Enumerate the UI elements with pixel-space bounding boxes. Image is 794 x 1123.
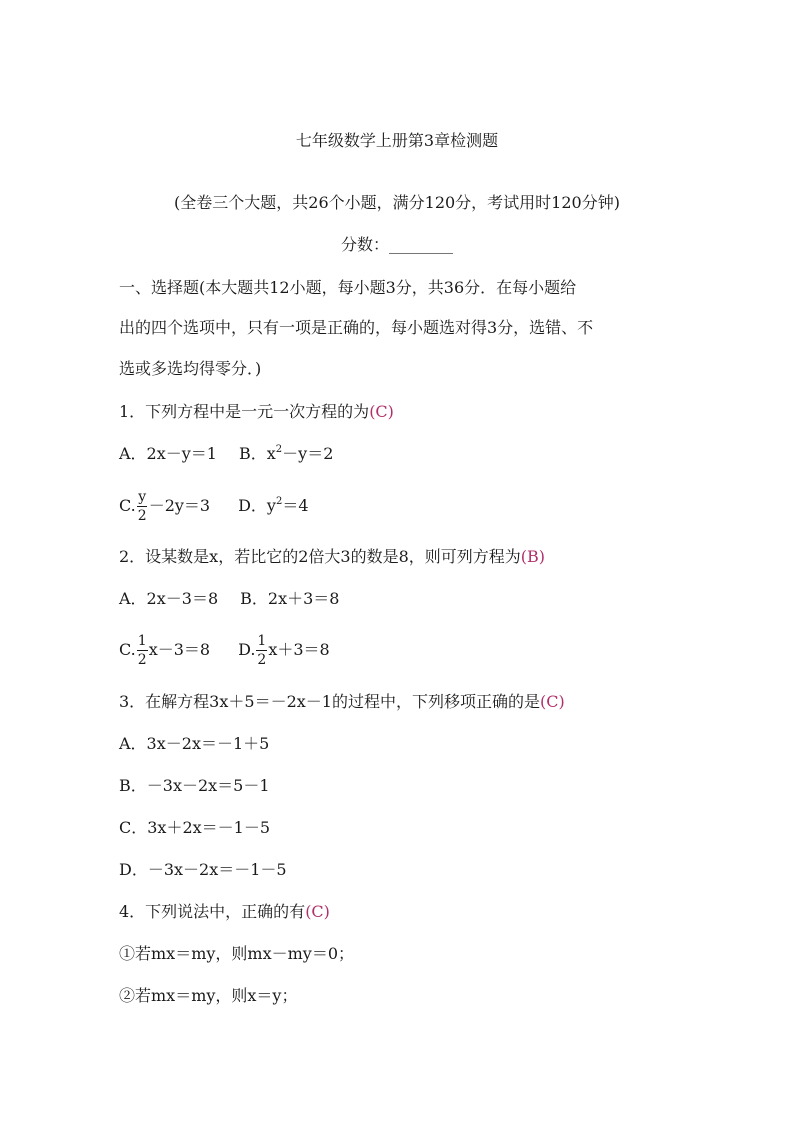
question-4-stem: [119, 902, 330, 922]
question-3-option-b: B．－3x－2x＝5－1: [119, 776, 270, 795]
question-1-text: 1．下列方程中是一元一次方程的为: [119, 402, 370, 421]
option-b: B．2x＋3＝8: [240, 589, 340, 608]
option-c: C. $\frac{1}{2}$ x－3＝8: [119, 633, 211, 668]
section1-intro-line2: 出的四个选项中，只有一项是正确的，每小题选对得3分，选错、不: [119, 318, 594, 337]
question-2-stem: [119, 547, 545, 567]
question-3-option-c: C．3x＋2x＝－1－5: [119, 818, 271, 837]
question-2-options-cd: [119, 632, 330, 669]
question-1-options-ab: [119, 444, 333, 464]
fraction: $\frac{1}{2}$: [257, 633, 267, 668]
question-4-statement-2: ②若mx＝my，则x＝y；: [119, 986, 298, 1005]
fraction: $\frac{1}{2}$: [137, 633, 147, 668]
question-1-answer: (C): [369, 402, 394, 421]
question-3-text: 3．在解方程3x＋5＝－2x－1的过程中，下列移项正确的是: [119, 692, 540, 711]
exam-info: (全卷三个大题，共26个小题，满分120分，考试用时120分钟): [174, 193, 620, 212]
question-2-options-ab: [119, 589, 339, 609]
question-2-answer: (B): [520, 547, 545, 566]
option-a: A．2x－3＝8: [119, 589, 219, 608]
question-4-answer: (C): [305, 902, 330, 921]
section1-intro-line1: 一、选择题(本大题共12小题，每小题3分，共36分．在每小题给: [119, 278, 577, 297]
question-3-answer: (C): [539, 692, 565, 711]
question-2-text: 2．设某数是x，若比它的2倍大3的数是8，则可列方程为: [119, 547, 521, 566]
question-1-stem: [119, 402, 394, 422]
question-4-text: 4．下列说法中，正确的有: [119, 902, 306, 921]
fraction: $\frac{y}{2}$: [137, 489, 147, 524]
option-b: B．$x^2-y=2$: [238, 444, 334, 463]
question-3-option-d: D．－3x－2x＝－1－5: [119, 860, 287, 879]
question-1-options-cd: [119, 488, 309, 525]
option-d: D．$y^2=4$: [238, 496, 309, 515]
option-c: C. $\frac{y}{2}$ －2y＝3: [119, 489, 211, 524]
question-4-statement-1: ①若mx＝my，则mx－my＝0；: [119, 944, 354, 963]
score-field: 分数：________: [340, 235, 453, 254]
option-d: D. $\frac{1}{2}$ x＋3＝8: [238, 633, 330, 668]
document-title: 七年级数学上册第3章检测题: [295, 131, 499, 150]
option-a: A．2x－y＝1: [119, 444, 217, 463]
section1-intro-line3: 选或多选均得零分．): [119, 359, 262, 378]
question-3-option-a: A．3x－2x＝－1＋5: [119, 734, 270, 753]
question-3-stem: [119, 692, 565, 712]
